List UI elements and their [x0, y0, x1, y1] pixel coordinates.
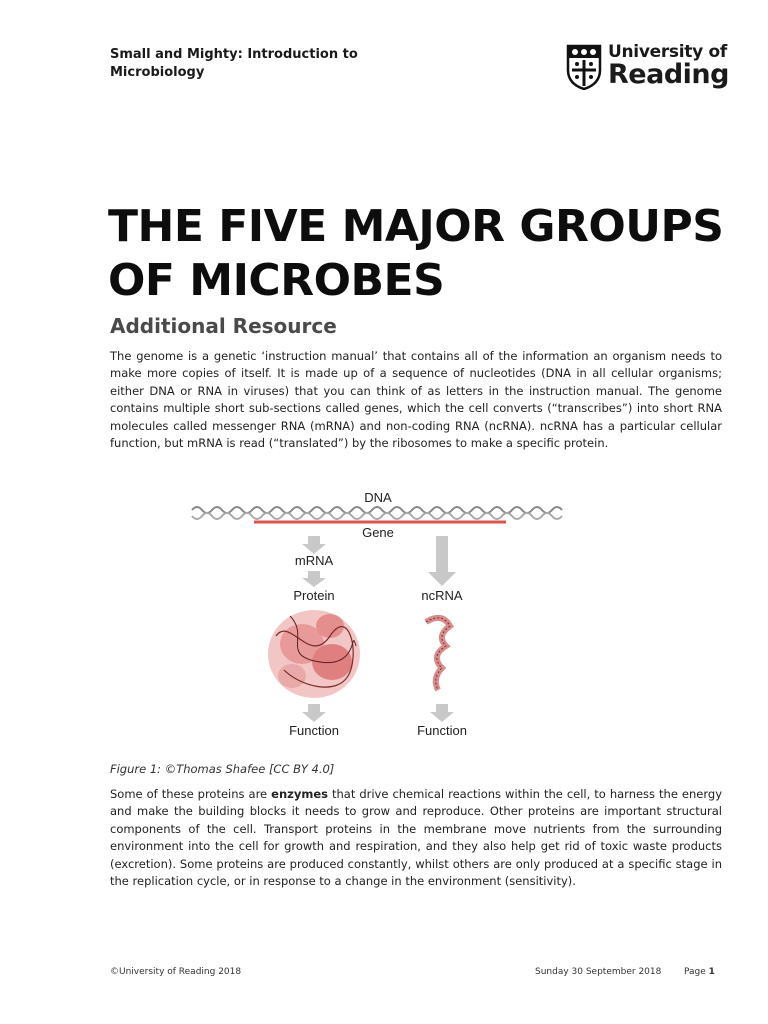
page-number: 1 [708, 967, 715, 977]
body-paragraph [110, 786, 722, 890]
function-label-left: Function [289, 723, 339, 738]
protein-label: Protein [293, 588, 335, 603]
logo-text-line2: Reading [608, 59, 729, 90]
down-arrow-icon [302, 571, 326, 587]
footer-page [684, 967, 715, 977]
page-title: THE FIVE MAJOR GROUPS OF MICROBES [108, 201, 724, 306]
page-subtitle: Additional Resource [110, 314, 337, 338]
page-label: Page [684, 967, 706, 977]
body-text-before: Some of these proteins are [110, 787, 272, 801]
shield-icon [566, 44, 602, 90]
footer-copyright: ©University of Reading 2018 [110, 967, 242, 977]
intro-paragraph: The genome is a genetic ‘instruction manual’ that contains all of the information an organism needs to make more copies of itself. It is made up of a sequence of nucleotides (DNA in all cellular organisms; either DNA or RNA in viruses) that you can think of as letters in the instruction manual. The genome contains multiple short sub-sections called genes, which the cell converts (“transcribes”) into short RNA molecules called messenger RNA (mRNA) and non-coding RNA (ncRNA). ncRNA has a particular cellular function, but mRNA is read (“translated”) by the ribosomes to make a specific protein. [110, 349, 722, 451]
ncrna-label: ncRNA [421, 588, 463, 603]
down-arrow-icon [302, 704, 454, 722]
footer-date: Sunday 30 September 2018 [535, 967, 662, 977]
long-down-arrow-icon [428, 536, 456, 586]
university-logo [566, 42, 729, 96]
logo-text-line1: University of [608, 42, 727, 62]
dna-label: DNA [364, 490, 392, 505]
gene-label: Gene [362, 525, 394, 540]
function-label-right: Function [417, 723, 467, 738]
figure-caption: Figure 1: ©Thomas Shafee [CC BY 4.0] [110, 762, 335, 776]
ncrna-structure-icon [426, 618, 450, 690]
protein-structure-icon [268, 610, 360, 698]
enzymes-keyword: enzymes [271, 787, 328, 801]
body-text-after: that drive chemical reactions within the cell, to harness the energy and make the building blocks it needs to grow and reproduce. Other proteins are important structural components of the cell. Transport proteins in the membrane move nutrients from the surrounding environment into the cell for growth and respiration, and they also help get rid of toxic waste products (excretion). Some proteins are produced constantly, whilst others are only produced at a specific stage in the replication cycle, or in response to a change in the environment (sensitivity). [110, 787, 722, 889]
mrna-label: mRNA [294, 553, 334, 568]
dna-helix [192, 507, 562, 519]
course-title: Small and Mighty: Introduction to Microbiology [110, 47, 358, 80]
dna-figure [180, 486, 580, 742]
down-arrow-icon [302, 536, 326, 554]
